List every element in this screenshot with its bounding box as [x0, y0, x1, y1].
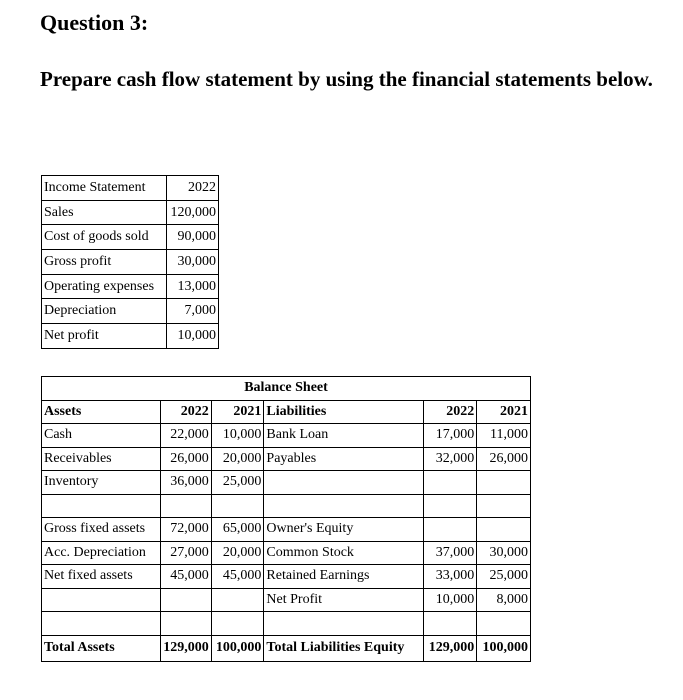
income-row-label: Net profit	[42, 324, 167, 349]
assets-year-2021: 2021	[211, 400, 264, 424]
liability-2021: 11,000	[477, 424, 531, 448]
liability-2021: 25,000	[477, 565, 531, 589]
income-row-value: 13,000	[167, 274, 219, 299]
income-row	[42, 324, 219, 349]
liability-2022	[423, 471, 477, 495]
asset-label: Cash	[42, 424, 161, 448]
asset-2021	[211, 494, 264, 518]
asset-2022	[160, 612, 211, 636]
balance-total-row	[42, 635, 531, 661]
liability-2021	[477, 494, 531, 518]
asset-label: Gross fixed assets	[42, 518, 161, 542]
liability-label: Common Stock	[264, 541, 423, 565]
asset-2022: 27,000	[160, 541, 211, 565]
income-row-value: 10,000	[167, 324, 219, 349]
asset-2021	[211, 612, 264, 636]
liability-label	[264, 494, 423, 518]
total-liabilities-2021: 100,000	[477, 635, 531, 661]
liability-2022	[423, 518, 477, 542]
liability-2022: 37,000	[423, 541, 477, 565]
asset-label: Receivables	[42, 447, 161, 471]
asset-2022: 22,000	[160, 424, 211, 448]
liability-2021	[477, 612, 531, 636]
balance-row	[42, 424, 531, 448]
liability-label: Net Profit	[264, 588, 423, 612]
balance-row	[42, 588, 531, 612]
balance-row	[42, 447, 531, 471]
assets-header: Assets	[42, 400, 161, 424]
income-row-value: 120,000	[167, 200, 219, 225]
asset-2021	[211, 588, 264, 612]
income-statement-table	[41, 175, 219, 349]
asset-2021: 25,000	[211, 471, 264, 495]
balance-row	[42, 565, 531, 589]
income-row	[42, 299, 219, 324]
liability-label: Payables	[264, 447, 423, 471]
income-row-value: 90,000	[167, 225, 219, 250]
income-row-value: 7,000	[167, 299, 219, 324]
asset-label	[42, 612, 161, 636]
asset-2022: 36,000	[160, 471, 211, 495]
asset-2022	[160, 588, 211, 612]
income-header-year: 2022	[167, 176, 219, 201]
income-row-label: Sales	[42, 200, 167, 225]
balance-row	[42, 518, 531, 542]
question-instruction: Prepare cash flow statement by using the financial statements below.	[40, 67, 653, 91]
total-assets-2022: 129,000	[160, 635, 211, 661]
asset-2021: 20,000	[211, 541, 264, 565]
liability-2021: 8,000	[477, 588, 531, 612]
asset-2022	[160, 494, 211, 518]
asset-label: Acc. Depreciation	[42, 541, 161, 565]
liabilities-year-2022: 2022	[423, 400, 477, 424]
balance-row	[42, 494, 531, 518]
income-row-label: Cost of goods sold	[42, 225, 167, 250]
balance-row	[42, 612, 531, 636]
liability-2022: 10,000	[423, 588, 477, 612]
asset-label: Inventory	[42, 471, 161, 495]
liability-label	[264, 612, 423, 636]
asset-2021: 45,000	[211, 565, 264, 589]
asset-label	[42, 588, 161, 612]
total-liabilities-label: Total Liabilities Equity	[264, 635, 423, 661]
liability-2021: 26,000	[477, 447, 531, 471]
income-header-label: Income Statement	[42, 176, 167, 201]
income-header-row	[42, 176, 219, 201]
asset-label: Net fixed assets	[42, 565, 161, 589]
liability-2022: 32,000	[423, 447, 477, 471]
assets-year-2022: 2022	[160, 400, 211, 424]
income-row	[42, 225, 219, 250]
income-row-label: Gross profit	[42, 250, 167, 275]
liability-2022	[423, 494, 477, 518]
liability-2021	[477, 518, 531, 542]
income-row	[42, 250, 219, 275]
asset-2021: 65,000	[211, 518, 264, 542]
question-title: Question 3:	[40, 10, 149, 35]
balance-row	[42, 471, 531, 495]
asset-label	[42, 494, 161, 518]
balance-header-row	[42, 400, 531, 424]
asset-2021: 10,000	[211, 424, 264, 448]
income-row	[42, 200, 219, 225]
liability-2021	[477, 471, 531, 495]
income-row-value: 30,000	[167, 250, 219, 275]
liability-label	[264, 471, 423, 495]
liabilities-year-2021: 2021	[477, 400, 531, 424]
liability-label: Retained Earnings	[264, 565, 423, 589]
liability-2022: 17,000	[423, 424, 477, 448]
balance-row	[42, 541, 531, 565]
income-row-label: Operating expenses	[42, 274, 167, 299]
balance-sheet-title: Balance Sheet	[42, 377, 531, 401]
liabilities-header: Liabilities	[264, 400, 423, 424]
liability-2022: 33,000	[423, 565, 477, 589]
balance-sheet-table	[41, 376, 531, 662]
income-row-label: Depreciation	[42, 299, 167, 324]
asset-2022: 72,000	[160, 518, 211, 542]
asset-2022: 26,000	[160, 447, 211, 471]
total-liabilities-2022: 129,000	[423, 635, 477, 661]
liability-2022	[423, 612, 477, 636]
liability-label: Owner's Equity	[264, 518, 423, 542]
income-row	[42, 274, 219, 299]
total-assets-label: Total Assets	[42, 635, 161, 661]
total-assets-2021: 100,000	[211, 635, 264, 661]
balance-title-row	[42, 377, 531, 401]
asset-2021: 20,000	[211, 447, 264, 471]
asset-2022: 45,000	[160, 565, 211, 589]
liability-2021: 30,000	[477, 541, 531, 565]
liability-label: Bank Loan	[264, 424, 423, 448]
